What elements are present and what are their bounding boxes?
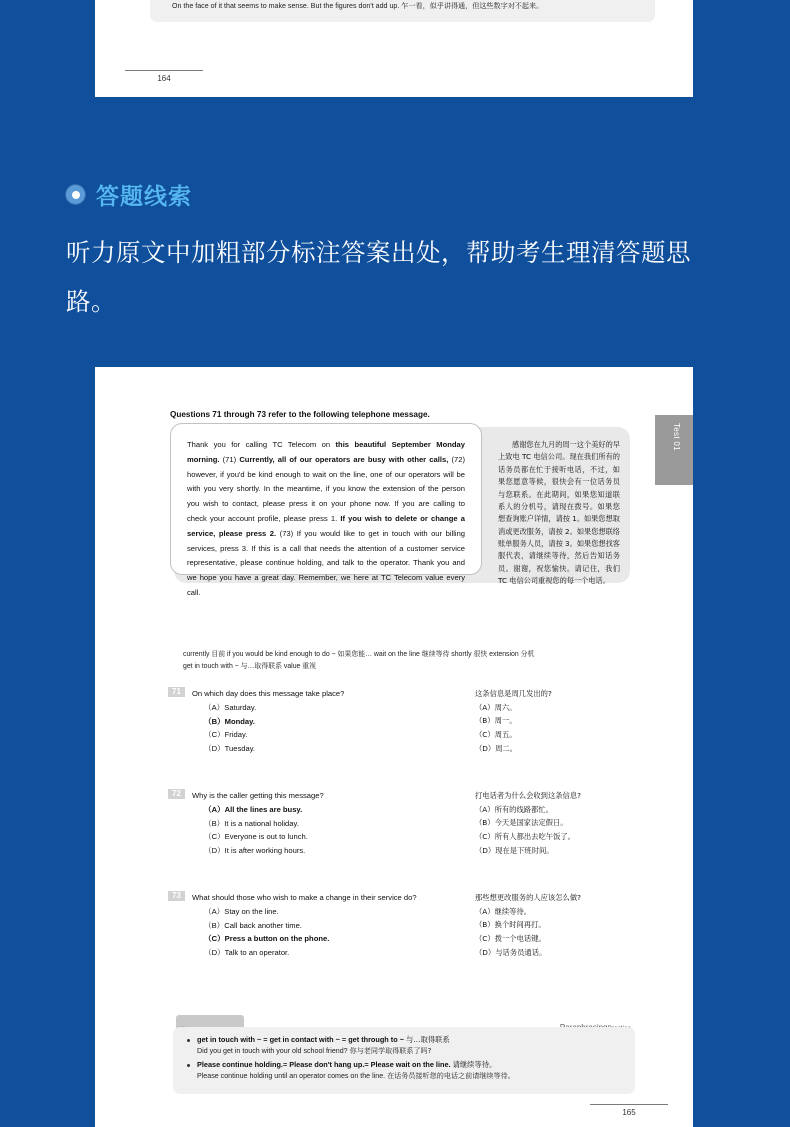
tip-list [160, 0, 645, 11]
paraphrasing-item [185, 1035, 623, 1057]
bullet-dot-icon [66, 185, 85, 204]
answer-option[interactable]: （A）Stay on the line. [204, 906, 279, 916]
transcript-bold-clue: If you wish to delete or change a service, please press 2. [187, 513, 465, 538]
answer-option[interactable]: （D）Talk to an operator. [204, 948, 290, 958]
answer-option-cn: （C）周五。 [475, 730, 517, 740]
paraphrasing-sub [197, 1071, 623, 1082]
answer-option-cn: （A）周六。 [475, 702, 517, 712]
translation-text: 感谢您在九月的周一这个美好的早上致电 TC 电信公司。现在我们所有的话务员都在忙于接听电话，不过，如果您愿意等候，很快会有一位话务员与您联系。在此期间，如果您知道联系人的分机号，请现在拨号。如果您想查询账户详情，请按 1。如果您想取消或更改服务，请按 2。如果您想联络账单服务人员，请按 3。如果您想找客服代表，请继续等待，然后告知话务员。谢谢，祝您愉快。请记住，我们 TC 电信公司重视您的每一个电话。 [498, 440, 620, 586]
answer-option-correct[interactable]: （A）All the lines are busy. [204, 804, 303, 814]
transcript-run: (73) If you would like to get in touch with our billing services, press 3. If this is a call that needs the attention of a customer service representative, please continue holding, and talk to the operator. Thank you and we hope you have a great day. Remember, we here at TC Telecom value every call. [187, 528, 466, 597]
transcript-bold-clue: this beautiful September Monday morning. [187, 440, 465, 464]
question-stem: Why is the caller getting this message? [192, 791, 324, 800]
question-number-badge: 72 [168, 789, 185, 799]
question-chinese [475, 891, 665, 960]
tip-item [160, 0, 645, 11]
answer-option[interactable]: （B）Call back another time. [204, 920, 302, 930]
question-block [95, 789, 693, 869]
transcript-run: (71) [219, 454, 240, 464]
paraphrasing-head-en: get in touch with ~ = get in contact with ~ = get through to ~ [197, 1035, 404, 1044]
side-tab-test-01 [655, 415, 693, 485]
vocab-line-2: get in touch with ~ 与…取得联系 value 重视 [183, 663, 317, 671]
answer-option-cn: （C）拨一个电话键。 [475, 934, 546, 944]
answer-option[interactable]: （D）Tuesday. [204, 744, 256, 754]
answer-option[interactable]: （D）It is after working hours. [204, 846, 306, 856]
paraphrasing-practice-section [173, 1027, 635, 1094]
hero-body-text: 听力原文中加粗部分标注答案出处，帮助考生理清答题思路。 [66, 238, 691, 316]
answer-option-cn: （D）与话务员通话。 [475, 947, 547, 957]
side-tab-label: Test 01 [672, 423, 681, 451]
answer-option-cn: （B）今天是国家法定假日。 [475, 818, 568, 828]
answer-option-cn: （A）所有的线路都忙。 [475, 804, 553, 814]
paraphrasing-list [185, 1035, 623, 1082]
tip-item-sub [172, 1, 645, 12]
question-number-badge: 73 [168, 891, 185, 901]
hero-banner [0, 100, 790, 365]
vocab-line-1: currently 目前 if you would be kind enough to do ~ 如果您能… wait on the line 继续等待 shortly 很快 extension 分机 [183, 651, 535, 658]
translation-box [488, 427, 630, 586]
paraphrasing-sub-en: Please continue holding until an operator comes on the line. [197, 1071, 386, 1080]
paraphrasing-head [197, 1060, 623, 1071]
paraphrasing-head-cn: 与…取得联系 [405, 1035, 450, 1044]
paraphrasing-item [185, 1060, 623, 1082]
paraphrasing-sub-cn: 你与老同学取得联系了吗? [349, 1045, 432, 1055]
previous-page-fragment [95, 0, 693, 97]
question-stem: What should those who wish to make a change in their service do? [192, 893, 417, 902]
questions-header: Questions 71 through 73 refer to the following telephone message. [170, 410, 430, 419]
question-english [192, 687, 422, 756]
answer-option-cn: （A）继续等待。 [475, 906, 532, 916]
tip-sub-en: On the face of it that seems to make sense. But the figures don't add up. [172, 1, 400, 10]
answer-option[interactable]: （C）Everyone is out to lunch. [204, 832, 308, 842]
paraphrasing-sub [197, 1046, 623, 1057]
transcript-box [170, 423, 482, 597]
paraphrasing-head-cn: 请继续等待。 [452, 1059, 497, 1069]
transcript-run: (72) however, if you'd be kind enough to wait on the line, one of our operators will be with you very shortly. In the meantime, if you know the extension of the person you wish to contact, please press it on your phone now. If you are calling to check your account profile, please press 1. [187, 454, 465, 523]
paraphrasing-sub-cn: 在话务员接听您的电话之前请继续等待。 [387, 1070, 515, 1080]
transcript-bold-clue: Currently, all of our operators are busy with other calls, [239, 454, 449, 464]
question-stem-cn: 这条信息是周几发出的? [475, 689, 552, 698]
question-stem: On which day does this message take place? [192, 689, 345, 698]
questions-list [95, 687, 693, 1007]
vocabulary-gloss [183, 649, 653, 673]
question-english [192, 891, 422, 960]
answer-option-cn: （C）所有人都出去吃午饭了。 [475, 832, 575, 842]
tip-sub-cn: 乍一看，似乎讲得通，但这些数字对不起来。 [401, 0, 544, 10]
paraphrasing-head [197, 1035, 623, 1046]
paraphrasing-head-en: Please continue holding.= Please don't hang up.= Please wait on the line. [197, 1059, 451, 1069]
book-page [95, 367, 693, 1127]
answer-option-correct[interactable]: （C）Press a button on the phone. [204, 934, 330, 944]
answer-option-cn: （B）换个时间再打。 [475, 920, 546, 930]
page-number-top: 164 [125, 70, 203, 83]
question-chinese [475, 789, 665, 858]
answer-option[interactable]: （B）It is a national holiday. [204, 818, 299, 828]
transcript-run: Thank you for calling TC Telecom on [187, 440, 336, 449]
answer-option-cn: （D）周二。 [475, 743, 518, 753]
answer-option[interactable]: （C）Friday. [204, 730, 248, 740]
transcript-text [187, 438, 465, 601]
hero-title-row [66, 178, 192, 211]
question-english [192, 789, 422, 858]
question-number-badge: 71 [168, 687, 185, 697]
answer-option[interactable]: （A）Saturday. [204, 702, 257, 712]
paraphrasing-box [173, 1027, 635, 1094]
question-block [95, 687, 693, 767]
script-section [170, 423, 630, 597]
answer-option-cn: （B）周一。 [475, 716, 517, 726]
answer-option-cn: （D）现在是下班时间。 [475, 845, 554, 855]
question-stem-cn: 那些想更改服务的人应该怎么做? [475, 893, 582, 902]
paraphrasing-sub-en: Did you get in touch with your old school friend? [197, 1046, 348, 1055]
hero-title: 答题线索 [96, 184, 192, 210]
question-stem-cn: 打电话者为什么会收到这条信息? [475, 791, 582, 800]
answer-option-correct[interactable]: （B）Monday. [204, 716, 255, 726]
question-block [95, 891, 693, 985]
question-chinese [475, 687, 665, 756]
vocabulary-tip-box [150, 0, 655, 22]
page-number-bottom: 165 [590, 1104, 668, 1117]
